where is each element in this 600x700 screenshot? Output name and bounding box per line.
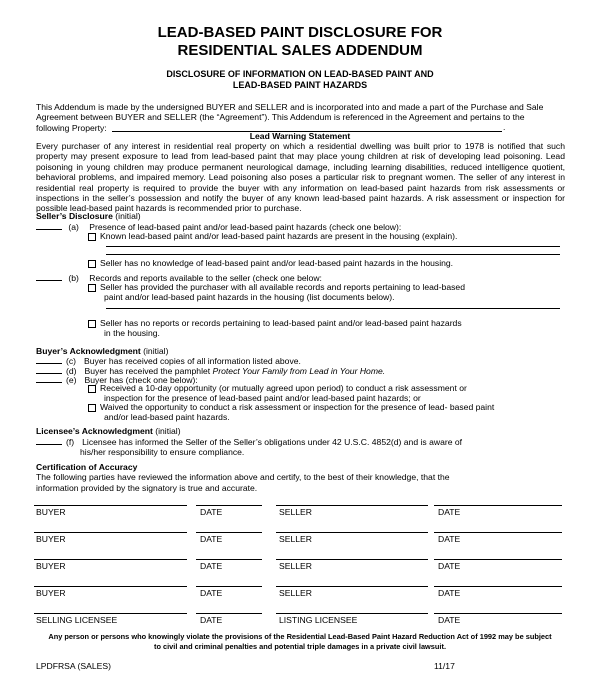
signature-line-date1[interactable] <box>196 559 262 560</box>
signature-label-date1: DATE <box>200 615 223 625</box>
subtitle-line1: DISCLOSURE OF INFORMATION ON LEAD-BASED PAINT AND <box>166 69 434 79</box>
initial-d-input[interactable] <box>36 365 62 374</box>
checkbox-provided-records[interactable] <box>88 284 96 292</box>
page-title-line2: RESIDENTIAL SALES ADDENDUM <box>177 42 423 59</box>
signature-label-right: SELLER <box>279 507 312 517</box>
signature-label-date2: DATE <box>438 561 461 571</box>
initial-e-input[interactable] <box>36 374 62 383</box>
signature-line-left[interactable] <box>34 613 187 614</box>
checkbox-known-lead[interactable] <box>88 233 96 241</box>
signature-line-date1[interactable] <box>196 532 262 533</box>
signature-line-left[interactable] <box>34 586 187 587</box>
signature-line-right[interactable] <box>276 505 428 506</box>
checkbox-waived-opportunity[interactable] <box>88 404 96 412</box>
form-id: LPDFRSA (SALES) <box>36 661 111 671</box>
seller-a-option2: Seller has no knowledge of lead-based paint and/or lead-based paint hazards in the housing. <box>88 258 453 268</box>
signature-line-left[interactable] <box>34 559 187 560</box>
initial-a-input[interactable] <box>36 221 62 230</box>
signature-label-right: LISTING LICENSEE <box>279 615 358 625</box>
buyer-d-row: (d) Buyer has received the pamphlet Protect Your Family from Lead in Your Home. <box>36 365 385 376</box>
buyer-heading: Buyer’s Acknowledgment (initial) <box>36 346 169 356</box>
warning-heading: Lead Warning Statement <box>249 131 351 141</box>
licensee-heading: Licensee’s Acknowledgment (initial) <box>36 426 181 436</box>
seller-b-row: (b) Records and reports available to the seller (check one below: <box>36 272 322 283</box>
signature-label-date2: DATE <box>438 507 461 517</box>
signature-label-right: SELLER <box>279 561 312 571</box>
initial-f-input[interactable] <box>36 436 62 445</box>
seller-b-option2: Seller has no reports or records pertaining to lead-based paint and/or lead-based paint hazards in the housing. <box>88 318 462 339</box>
signature-label-date1: DATE <box>200 534 223 544</box>
explain-line2[interactable] <box>106 254 560 255</box>
seller-heading: Seller’s Disclosure (initial) <box>36 211 141 221</box>
signature-line-date2[interactable] <box>434 532 562 533</box>
checkbox-received-opportunity[interactable] <box>88 385 96 393</box>
buyer-e-option1: Received a 10-day opportunity (or mutually agreed upon period) to conduct a risk assessment or inspection for the presence of lead-based paint and/or lead-based paint hazards; or <box>88 383 467 404</box>
signature-line-date2[interactable] <box>434 559 562 560</box>
seller-a-option1: Known lead-based paint and/or lead-based paint hazards are present in the housing (explain). <box>88 231 457 241</box>
signature-label-left: SELLING LICENSEE <box>36 615 118 625</box>
intro-line3: following Property: <box>36 122 107 133</box>
signature-line-right[interactable] <box>276 586 428 587</box>
certification-section: Certification of Accuracy The following parties have reviewed the information above and certify, to the best of their knowledge, that the information provided by the signatory is true and accurate. <box>36 462 450 493</box>
signature-line-date1[interactable] <box>196 505 262 506</box>
checkbox-no-records[interactable] <box>88 320 96 328</box>
signature-line-right[interactable] <box>276 532 428 533</box>
intro-line1: This Addendum is made by the undersigned BUYER and SELLER and is incorporated into and made a part of the Purchase and Sale <box>36 102 544 112</box>
signature-line-left[interactable] <box>34 532 187 533</box>
signature-label-right: SELLER <box>279 588 312 598</box>
legal-warning: Any person or persons who knowingly violate the provisions of the Residential Lead-Based Paint Hazard Reduction Act of 1992 may be subject to civil and criminal penalties and potential triple damages in a private civil lawsuit. <box>48 632 552 651</box>
buyer-c-row: (c) Buyer has received copies of all information listed above. <box>36 355 301 366</box>
signature-line-right[interactable] <box>276 559 428 560</box>
signature-line-date1[interactable] <box>196 613 262 614</box>
signature-label-left: BUYER <box>36 588 66 598</box>
signature-label-left: BUYER <box>36 507 66 517</box>
seller-b-option1: Seller has provided the purchaser with all available records and reports pertaining to lead-based paint and/or lead-based paint hazards in the housing (list documents below). <box>88 282 465 303</box>
signature-label-date2: DATE <box>438 588 461 598</box>
documents-line1[interactable] <box>106 308 560 309</box>
signature-label-date1: DATE <box>200 588 223 598</box>
signature-label-right: SELLER <box>279 534 312 544</box>
signature-line-right[interactable] <box>276 613 428 614</box>
signature-line-date2[interactable] <box>434 586 562 587</box>
initial-c-input[interactable] <box>36 355 62 364</box>
initial-b-input[interactable] <box>36 272 62 281</box>
intro-paragraph <box>36 102 566 133</box>
signature-label-left: BUYER <box>36 561 66 571</box>
certification-heading: Certification of Accuracy <box>36 462 138 472</box>
signature-line-date1[interactable] <box>196 586 262 587</box>
signature-line-left[interactable] <box>34 505 187 506</box>
warning-text: Every purchaser of any interest in residential real property on which a residential dwelling was built prior to 1978 is notified that such property may present exposure to lead from lead-based paint that may place young children at risk of developing lead poisoning. Lead poisoning in young children may produce permanent neurological damage, including learning disabilities, reduced intelligence quotient, behavioral problems, and impaired memory. Lead poisoning also poses a particular risk to pregnant women. The seller of any interest in residential real property is required to provide the buyer with any information on lead-based paint hazards from risk assessments or inspections in the seller’s possession and notify the buyer of any known lead-based paint hazards. A risk assessment or inspection for possible lead-based paint hazards is recommended prior to purchase. <box>36 141 565 214</box>
licensee-f-row: (f) Licensee has informed the Seller of the Seller’s obligations under 42 U.S.C. 4852(d) and is aware of his/her responsibility to ensure compliance. <box>36 436 462 458</box>
buyer-e-row: (e) Buyer has (check one below): <box>36 374 198 385</box>
buyer-e-option2: Waived the opportunity to conduct a risk assessment or inspection for the presence of lead- based paint and/or lead-based paint hazards. <box>88 402 494 423</box>
seller-a-row: (a) Presence of lead-based paint and/or lead-based paint hazards (check one below): <box>36 221 401 232</box>
signature-line-date2[interactable] <box>434 505 562 506</box>
checkbox-no-knowledge[interactable] <box>88 260 96 268</box>
subtitle-line2: LEAD-BASED PAINT HAZARDS <box>232 80 368 90</box>
signature-label-date2: DATE <box>438 615 461 625</box>
explain-line1[interactable] <box>106 246 560 247</box>
form-version: 11/17 <box>434 661 455 671</box>
signature-label-date1: DATE <box>200 507 223 517</box>
signature-label-left: BUYER <box>36 534 66 544</box>
signature-label-date2: DATE <box>438 534 461 544</box>
page-title-line1: LEAD-BASED PAINT DISCLOSURE FOR <box>157 24 443 41</box>
signature-label-date1: DATE <box>200 561 223 571</box>
intro-line2: Agreement between BUYER and SELLER (the “Agreement”). This Addendum is referenced in the Agreement and pertains to the <box>36 112 525 123</box>
signature-line-date2[interactable] <box>434 613 562 614</box>
